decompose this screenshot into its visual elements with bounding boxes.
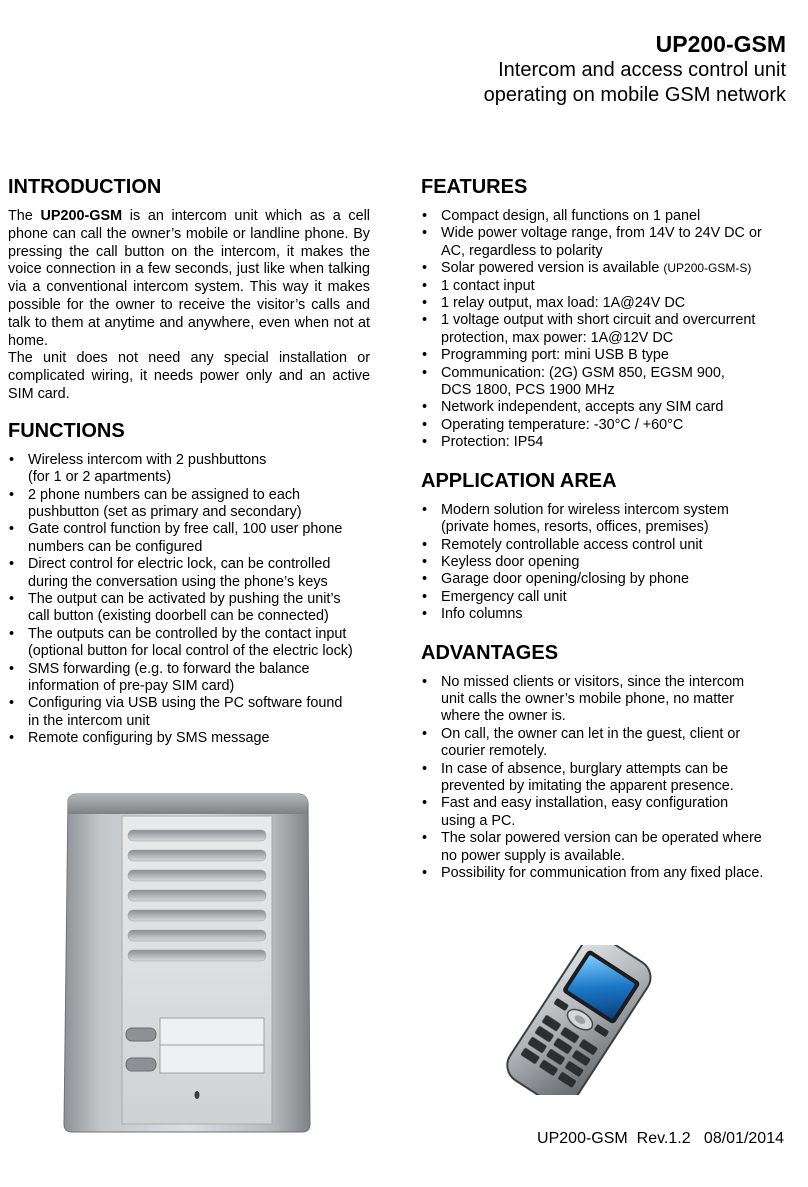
list-item: • The solar powered version can be operated where no power supply is available. [421,830,791,865]
list-item: • Network independent, accepts any SIM card [421,399,791,416]
list-item: • Wireless intercom with 2 pushbuttons (for 1 or 2 apartments) [8,452,370,487]
list-item: • Remote configuring by SMS message [8,730,370,747]
product-subtitle-line2: operating on mobile GSM network [483,84,786,106]
list-item: • Operating temperature: -30°C / +60°C [421,417,791,434]
functions-heading: FUNCTIONS [8,419,125,442]
list-item: • Compact design, all functions on 1 panel [421,208,791,225]
intro-brand-name: UP200-GSM [40,208,123,224]
list-item: • On call, the owner can let in the guest, client or courier remotely. [421,726,791,761]
product-model-title: UP200-GSM [655,31,786,57]
list-item: • Communication: (2G) GSM 850, EGSM 900, DCS 1800, PCS 1900 MHz [421,365,791,400]
list-item: • 1 voltage output with short circuit and overcurrent protection, max power: 1A@12V DC [421,312,791,347]
list-item: • Configuring via USB using the PC software found in the intercom unit [8,695,370,730]
left-column [8,174,370,748]
list-item: • Solar powered version is available (UP200-GSM-S) [421,260,791,277]
list-item: • 2 phone numbers can be assigned to each pushbutton (set as primary and secondary) [8,487,370,522]
intercom-unit-image [60,790,312,1136]
introduction-paragraph-1 [8,208,370,350]
intro-p1-start: The [8,208,41,224]
functions-section [8,418,370,748]
list-item: • Info columns [421,606,791,623]
application-area-list [421,502,791,624]
intro-p1-rest: is an intercom unit which as a cell phone can call the owner’s mobile or landline phone. By pressing the call button on the intercom, it makes the voice connection in a few seconds, just like when talking via a conventional intercom system. This way it makes possible for the owner to receive the visitor’s calls and talk to them at anytime and anywhere, even when not at home. [8,208,371,349]
list-item: • Fast and easy installation, easy configuration using a PC. [421,795,791,830]
application-area-section [421,468,791,624]
list-item: • Possibility for communication from any fixed place. [421,865,791,882]
features-list [421,208,791,452]
advantages-section [421,640,791,883]
mobile-phone-image [490,945,660,1095]
list-item: • 1 contact input [421,278,791,295]
list-item: • Protection: IP54 [421,434,791,451]
document-header [484,30,786,108]
list-item: • Emergency call unit [421,589,791,606]
list-item: • In case of absence, burglary attempts can be prevented by imitating the apparent presence. [421,761,791,796]
product-subtitle-line1: Intercom and access control unit [498,59,786,81]
list-item: • Wide power voltage range, from 14V to 24V DC or AC, regardless to polarity [421,225,791,260]
application-area-heading: APPLICATION AREA [421,469,617,492]
introduction-paragraph-2: The unit does not need any special installation or complicated wiring, it needs power only and an active SIM card. [8,350,370,402]
list-item: • The outputs can be controlled by the contact input (optional button for local control of the electric lock) [8,626,370,661]
list-item: • Modern solution for wireless intercom system (private homes, resorts, offices, premises) [421,502,791,537]
list-item: • Garage door opening/closing by phone [421,571,791,588]
list-item: • Direct control for electric lock, can be controlled during the conversation using the phone’s keys [8,556,370,591]
solar-model-note: (UP200-GSM-S) [663,261,752,276]
introduction-heading: INTRODUCTION [8,176,162,198]
functions-list [8,452,370,748]
list-item: • Gate control function by free call, 100 user phone numbers can be configured [8,521,370,556]
list-item: • SMS forwarding (e.g. to forward the balance information of pre-pay SIM card) [8,661,370,696]
list-item: • Keyless door opening [421,554,791,571]
right-column [421,174,791,882]
advantages-list [421,674,791,883]
list-item: • 1 relay output, max load: 1A@24V DC [421,295,791,312]
features-heading: FEATURES [421,176,528,198]
list-item: • Programming port: mini USB B type [421,347,791,364]
list-item: • Remotely controllable access control unit [421,537,791,554]
list-item: • No missed clients or visitors, since the intercom unit calls the owner’s mobile phone, no matter where the owner is. [421,674,791,726]
list-item: • The output can be activated by pushing the unit’s call button (existing doorbell can be connected) [8,591,370,626]
document-footer: UP200-GSM Rev.1.2 08/01/2014 [537,1130,784,1147]
advantages-heading: ADVANTAGES [421,641,559,664]
